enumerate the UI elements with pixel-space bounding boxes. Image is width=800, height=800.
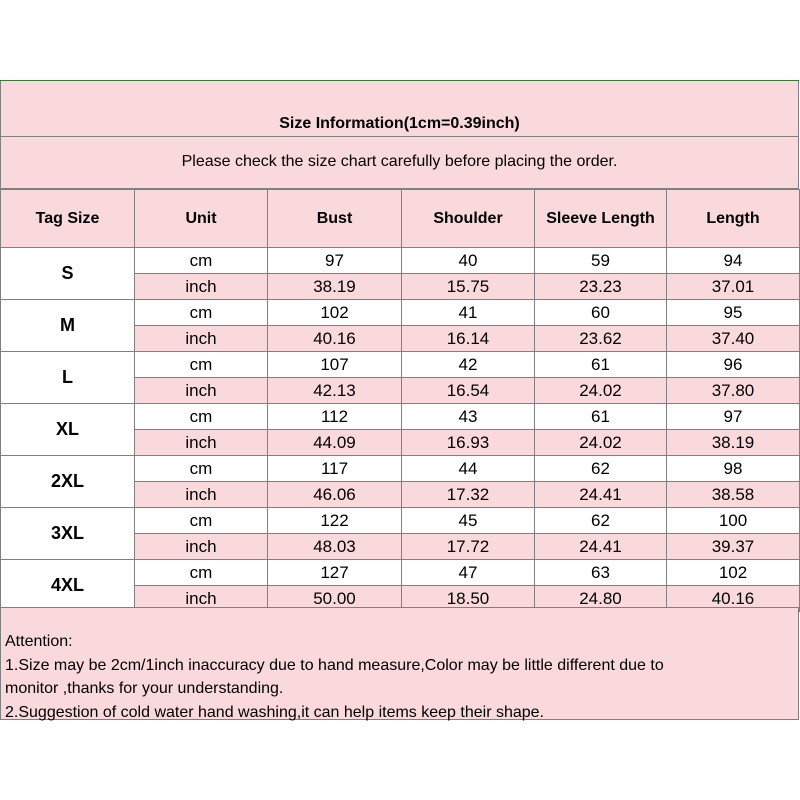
unit-cell: cm <box>135 352 268 378</box>
measurement-cell: 63 <box>535 560 667 586</box>
tag-size-cell: 3XL <box>1 508 135 560</box>
measurement-cell: 24.41 <box>535 534 667 560</box>
unit-cell: inch <box>135 378 268 404</box>
measurement-cell: 42 <box>402 352 535 378</box>
measurement-cell: 122 <box>268 508 402 534</box>
measurement-cell: 96 <box>667 352 800 378</box>
tag-size-cell: M <box>1 300 135 352</box>
header-tag-size: Tag Size <box>1 190 135 248</box>
attention-line: monitor ,thanks for your understanding. <box>5 680 284 697</box>
measurement-cell: 62 <box>535 456 667 482</box>
measurement-cell: 40.16 <box>268 326 402 352</box>
size-chart-sheet <box>0 80 799 721</box>
measurement-cell: 43 <box>402 404 535 430</box>
measurement-cell: 44.09 <box>268 430 402 456</box>
measurement-cell: 24.02 <box>535 430 667 456</box>
measurement-cell: 37.40 <box>667 326 800 352</box>
measurement-cell: 42.13 <box>268 378 402 404</box>
measurement-cell: 61 <box>535 352 667 378</box>
tag-size-cell: 4XL <box>1 560 135 612</box>
measurement-cell: 100 <box>667 508 800 534</box>
measurement-cell: 98 <box>667 456 800 482</box>
measurement-cell: 24.41 <box>535 482 667 508</box>
measurement-cell: 41 <box>402 300 535 326</box>
unit-cell: inch <box>135 586 268 612</box>
measurement-cell: 127 <box>268 560 402 586</box>
measurement-cell: 40 <box>402 248 535 274</box>
measurement-cell: 47 <box>402 560 535 586</box>
attention-heading: Attention: <box>5 633 73 650</box>
measurement-cell: 24.02 <box>535 378 667 404</box>
unit-cell: inch <box>135 482 268 508</box>
table-row <box>1 508 800 534</box>
measurement-cell: 23.23 <box>535 274 667 300</box>
header-bust: Bust <box>268 190 402 248</box>
tag-size-cell: 2XL <box>1 456 135 508</box>
unit-cell: inch <box>135 326 268 352</box>
size-table-body <box>1 248 800 612</box>
measurement-cell: 16.14 <box>402 326 535 352</box>
measurement-cell: 40.16 <box>667 586 800 612</box>
measurement-cell: 45 <box>402 508 535 534</box>
measurement-cell: 97 <box>667 404 800 430</box>
unit-cell: cm <box>135 560 268 586</box>
measurement-cell: 37.80 <box>667 378 800 404</box>
table-row <box>1 560 800 586</box>
measurement-cell: 94 <box>667 248 800 274</box>
measurement-cell: 16.93 <box>402 430 535 456</box>
unit-cell: cm <box>135 404 268 430</box>
table-row <box>1 352 800 378</box>
measurement-cell: 17.72 <box>402 534 535 560</box>
measurement-cell: 62 <box>535 508 667 534</box>
unit-cell: inch <box>135 430 268 456</box>
table-row <box>1 248 800 274</box>
order-notice: Please check the size chart carefully before placing the order. <box>181 153 618 170</box>
measurement-cell: 37.01 <box>667 274 800 300</box>
measurement-cell: 24.80 <box>535 586 667 612</box>
measurement-cell: 107 <box>268 352 402 378</box>
header-length: Length <box>667 190 800 248</box>
measurement-cell: 18.50 <box>402 586 535 612</box>
header-shoulder: Shoulder <box>402 190 535 248</box>
measurement-cell: 15.75 <box>402 274 535 300</box>
measurement-cell: 112 <box>268 404 402 430</box>
tag-size-cell: XL <box>1 404 135 456</box>
chart-title: Size Information(1cm=0.39inch) <box>279 115 520 132</box>
measurement-cell: 38.19 <box>268 274 402 300</box>
unit-cell: inch <box>135 274 268 300</box>
header-unit: Unit <box>135 190 268 248</box>
measurement-cell: 17.32 <box>402 482 535 508</box>
measurement-cell: 44 <box>402 456 535 482</box>
unit-cell: cm <box>135 248 268 274</box>
measurement-cell: 60 <box>535 300 667 326</box>
measurement-cell: 48.03 <box>268 534 402 560</box>
measurement-cell: 97 <box>268 248 402 274</box>
size-table <box>0 189 800 612</box>
attention-line: 2.Suggestion of cold water hand washing,it can help items keep their shape. <box>5 703 544 721</box>
measurement-cell: 102 <box>667 560 800 586</box>
notice-band <box>0 137 799 189</box>
measurement-cell: 38.19 <box>667 430 800 456</box>
measurement-cell: 46.06 <box>268 482 402 508</box>
measurement-cell: 38.58 <box>667 482 800 508</box>
attention-notes <box>0 607 799 720</box>
table-row <box>1 404 800 430</box>
table-row <box>1 456 800 482</box>
measurement-cell: 59 <box>535 248 667 274</box>
header-sleeve-length: Sleeve Length <box>535 190 667 248</box>
measurement-cell: 39.37 <box>667 534 800 560</box>
attention-line: 1.Size may be 2cm/1inch inaccuracy due to hand measure,Color may be little different due to <box>5 656 664 674</box>
tag-size-cell: S <box>1 248 135 300</box>
table-row <box>1 300 800 326</box>
measurement-cell: 95 <box>667 300 800 326</box>
measurement-cell: 117 <box>268 456 402 482</box>
measurement-cell: 23.62 <box>535 326 667 352</box>
unit-cell: cm <box>135 456 268 482</box>
tag-size-cell: L <box>1 352 135 404</box>
unit-cell: inch <box>135 534 268 560</box>
measurement-cell: 16.54 <box>402 378 535 404</box>
measurement-cell: 50.00 <box>268 586 402 612</box>
title-band <box>0 81 799 137</box>
unit-cell: cm <box>135 508 268 534</box>
measurement-cell: 61 <box>535 404 667 430</box>
unit-cell: cm <box>135 300 268 326</box>
measurement-cell: 102 <box>268 300 402 326</box>
table-header-row <box>1 190 800 248</box>
